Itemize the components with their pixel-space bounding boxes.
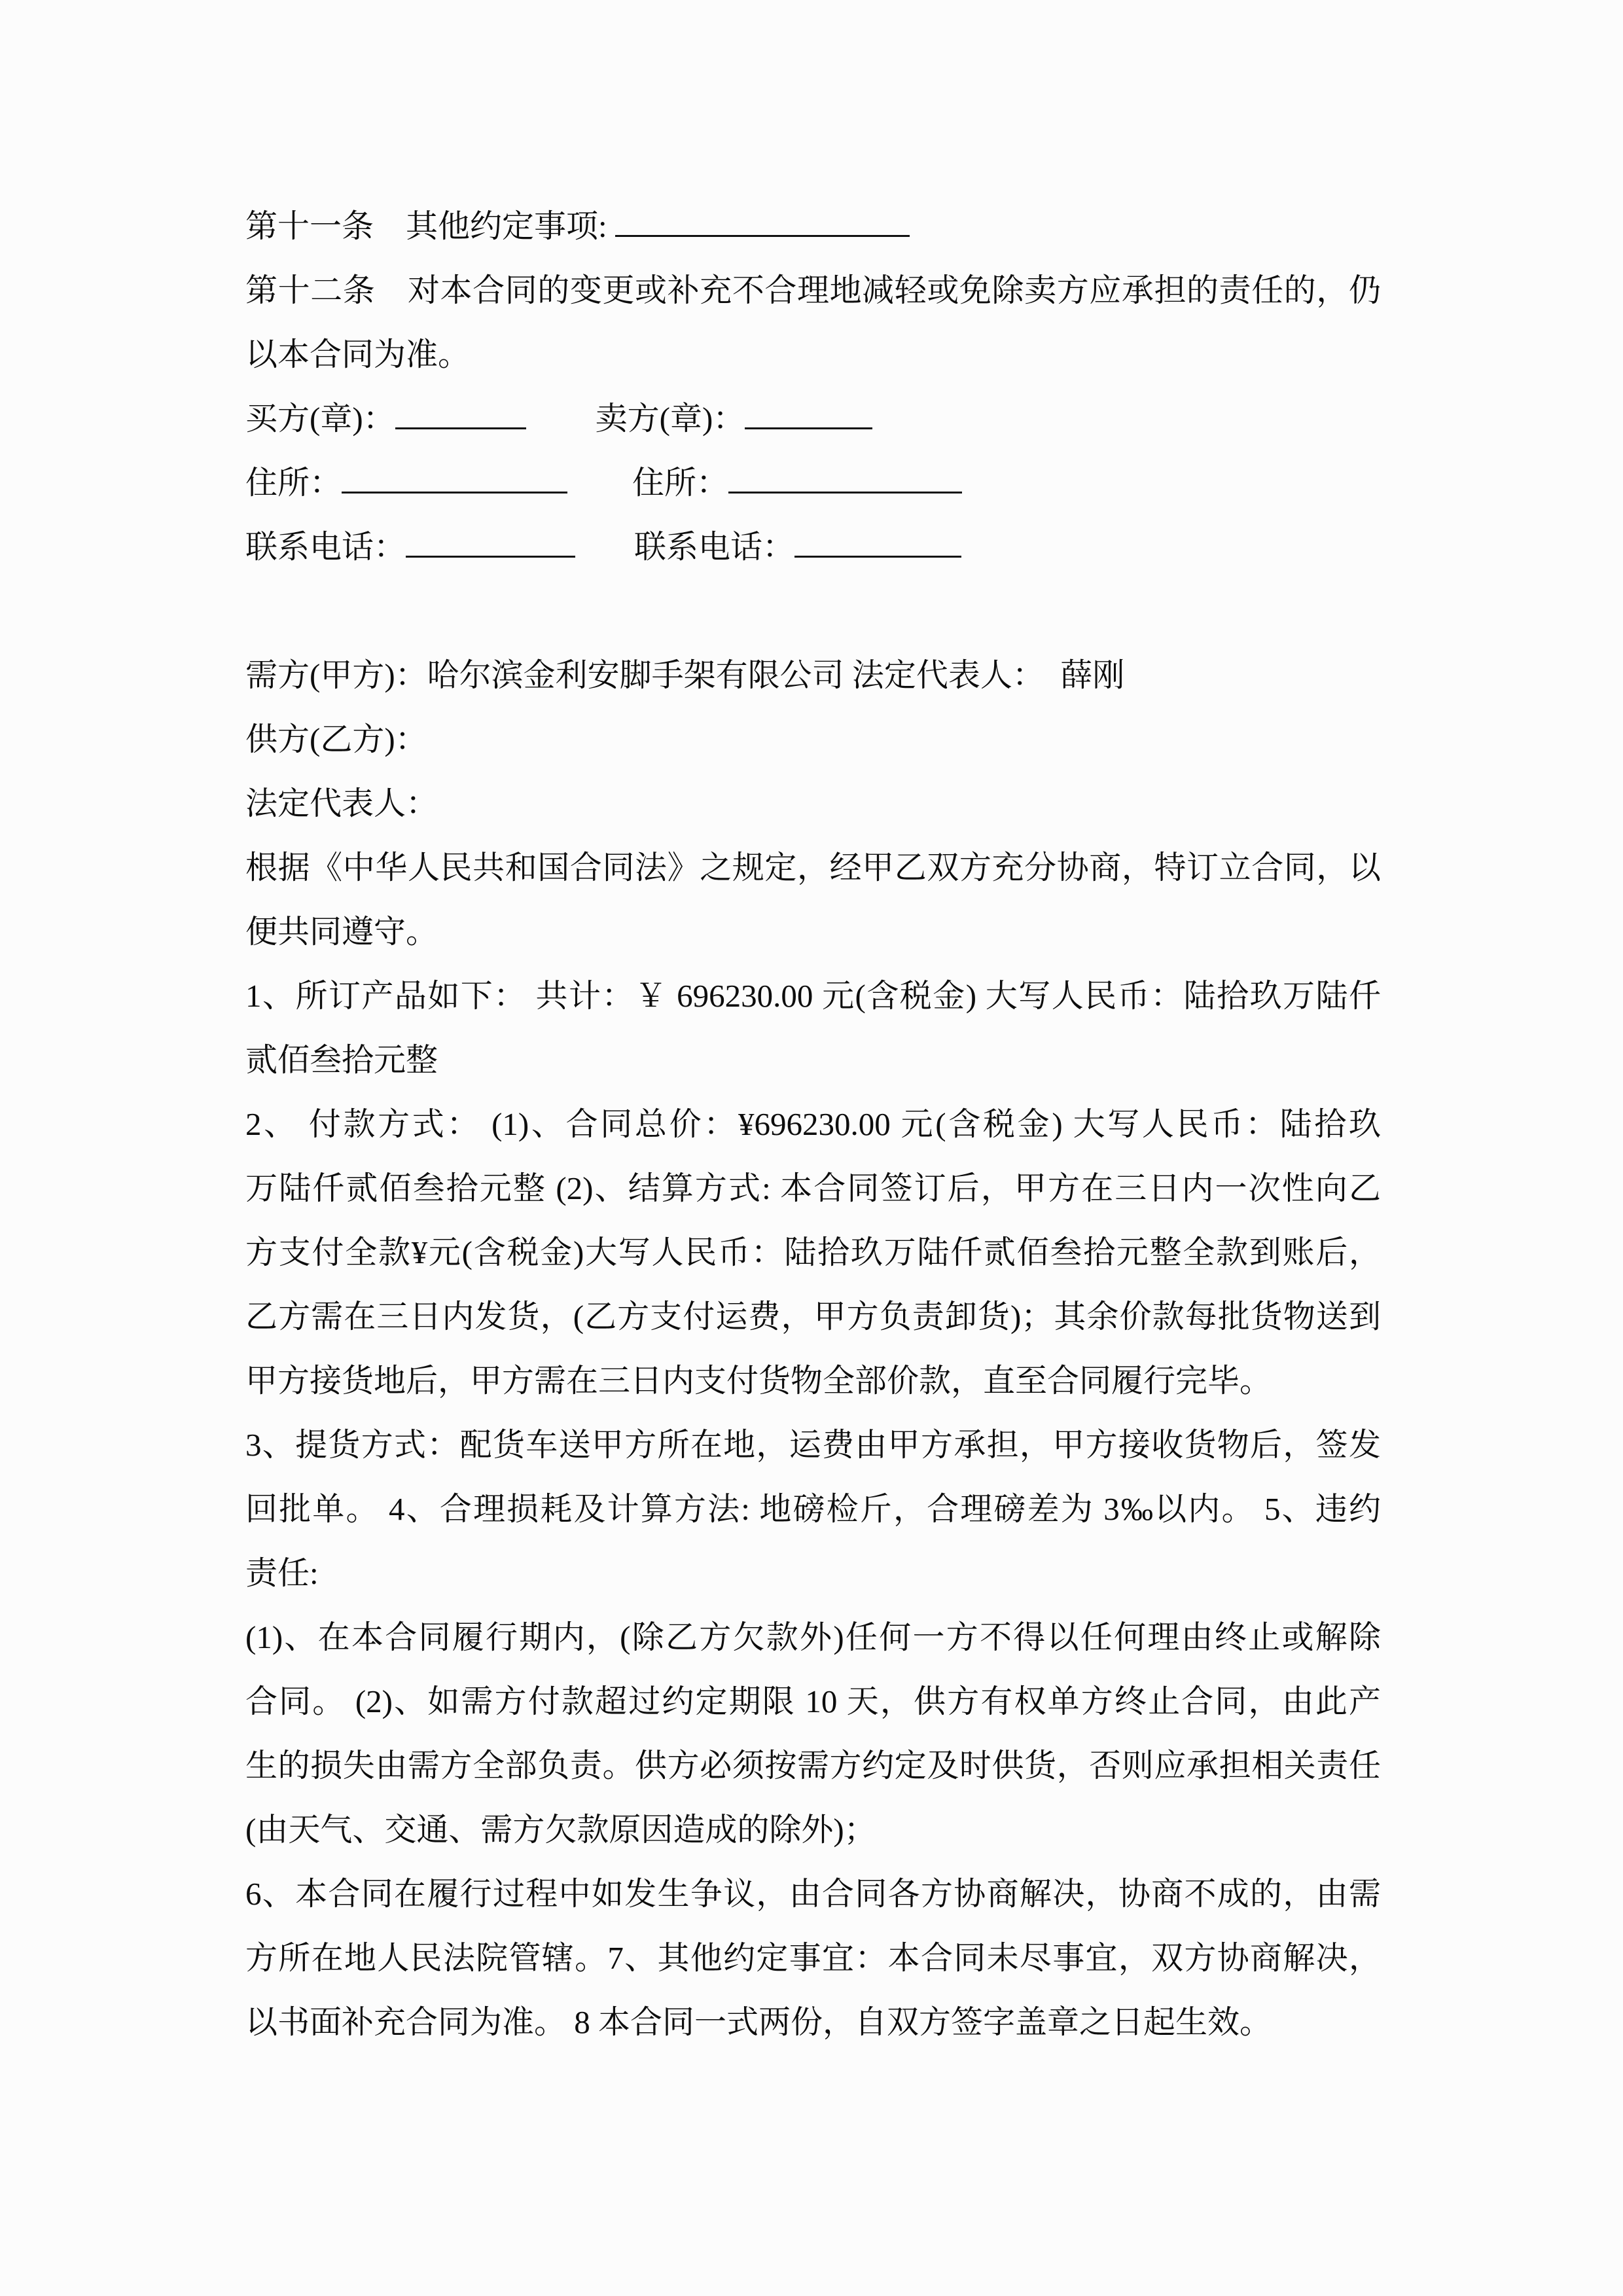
text-segment: 以书面补充合同为准。 8 本合同一式两份，自双方签字盖章之日起生效。 — [245, 2004, 1272, 2040]
text-segment: 供方(乙方)： — [245, 721, 427, 757]
text-segment: (1)、在本合同履行期内，(除乙方欠款外)任何一方不得以任何理由终止或解除 — [245, 1619, 1381, 1655]
preamble-line-2 — [245, 900, 1381, 964]
fill-in-blank-underline — [406, 529, 575, 558]
text-segment: 回批单。 4、合理损耗及计算方法: 地磅检斤，合理磅差为 3‰以内。 5、违约 — [245, 1491, 1381, 1527]
preamble-line-1 — [245, 836, 1381, 900]
fill-in-blank-underline — [745, 401, 872, 429]
item-7-8-line-3 — [245, 1990, 1381, 2054]
text-segment: 贰佰叁拾元整 — [245, 1042, 438, 1078]
text-segment: 联系电话： — [634, 529, 795, 565]
item-6-7-line-2 — [245, 1926, 1381, 1990]
breach-sub-2-line-4 — [245, 1798, 1381, 1862]
item-3-delivery-line-1 — [245, 1413, 1381, 1477]
phone-line — [245, 515, 1381, 579]
fill-in-blank-underline — [794, 529, 961, 558]
text-segment: 责任: — [245, 1555, 319, 1591]
text-segment: 第十一条 其他约定事项: — [245, 208, 615, 244]
clause-12-line-1 — [245, 259, 1381, 323]
text-segment: 1、所订产品如下： 共计：￥ 696230.00 元(含税金) 大写人民币：陆拾玖万陆仟 — [245, 978, 1381, 1014]
contract-body — [245, 194, 1381, 2054]
seal-line-buyer-seller — [245, 387, 1381, 451]
text-segment: 便共同遵守。 — [245, 914, 438, 950]
item-5-breach-line-3 — [245, 1541, 1381, 1605]
legal-rep-line — [245, 772, 1381, 836]
text-segment: 甲方接货地后，甲方需在三日内支付货物全部价款，直至合同履行完毕。 — [245, 1363, 1272, 1399]
fill-in-blank-underline — [728, 465, 962, 493]
text-segment: (由天气、交通、需方欠款原因造成的除外)； — [245, 1812, 876, 1848]
text-segment: 万陆仟贰佰叁拾元整 (2)、结算方式: 本合同签订后，甲方在三日内一次性向乙 — [245, 1170, 1381, 1206]
column-gap — [575, 557, 634, 558]
text-segment: 联系电话： — [245, 529, 406, 565]
item-2-payment-line-1 — [245, 1092, 1381, 1157]
text-segment: 方所在地人民法院管辖。7、其他约定事宜：本合同未尽事宜，双方协商解决， — [245, 1940, 1381, 1976]
fill-in-blank-underline — [342, 465, 567, 493]
text-segment: 买方(章)： — [245, 401, 395, 437]
text-segment: 2、 付款方式： (1)、合同总价：¥696230.00 元(含税金) 大写人民币：陆拾玖 — [245, 1106, 1381, 1142]
text-segment: 卖方(章)： — [595, 401, 745, 437]
text-segment: 住所： — [245, 465, 342, 501]
text-segment: 住所： — [632, 465, 729, 501]
text-segment: 根据《中华人民共和国合同法》之规定，经甲乙双方充分协商，特订立合同，以 — [245, 850, 1381, 886]
spacer-line — [245, 579, 1381, 643]
breach-sub-2-line-3 — [245, 1734, 1381, 1798]
item-2-payment-line-4 — [245, 1285, 1381, 1349]
party-b-line — [245, 708, 1381, 772]
text-segment: 需方(甲方)：哈尔滨金利安脚手架有限公司 法定代表人： 薛刚 — [245, 657, 1125, 693]
item-1-products-line-2 — [245, 1028, 1381, 1092]
item-2-payment-line-5 — [245, 1349, 1381, 1413]
text-segment: 法定代表人： — [245, 785, 438, 821]
text-segment: 方支付全款¥元(含税金)大写人民币：陆拾玖万陆仟贰佰叁拾元整全款到账后， — [245, 1234, 1381, 1270]
breach-sub-1-line-1 — [245, 1605, 1381, 1670]
clause-12-line-2 — [245, 323, 1381, 387]
fill-in-blank-underline — [615, 208, 910, 237]
address-line — [245, 451, 1381, 515]
item-6-dispute-line-1 — [245, 1862, 1381, 1926]
text-segment: 3、提货方式：配货车送甲方所在地，运费由甲方承担，甲方接收货物后，签发 — [245, 1427, 1381, 1463]
text-segment: 第十二条 对本合同的变更或补充不合理地减轻或免除卖方应承担的责任的，仍 — [245, 272, 1381, 308]
item-3-4-5-line-2 — [245, 1477, 1381, 1541]
text-segment: 以本合同为准。 — [245, 336, 471, 372]
text-segment: 生的损失由需方全部负责。供方必须按需方约定及时供货，否则应承担相关责任 — [245, 1748, 1381, 1784]
fill-in-blank-underline — [395, 401, 526, 429]
text-segment: 乙方需在三日内发货，(乙方支付运费，甲方负责卸货)；其余价款每批货物送到 — [245, 1299, 1381, 1335]
party-a-line — [245, 643, 1381, 708]
clause-11-other-matters — [245, 194, 1381, 259]
breach-sub-2-line-2 — [245, 1670, 1381, 1734]
text-segment: 合同。 (2)、如需方付款超过约定期限 10 天，供方有权单方终止合同，由此产 — [245, 1683, 1381, 1719]
item-1-products-line-1 — [245, 964, 1381, 1028]
item-2-payment-line-3 — [245, 1221, 1381, 1285]
text-segment: 6、本合同在履行过程中如发生争议，由合同各方协商解决，协商不成的，由需 — [245, 1876, 1381, 1912]
item-2-payment-line-2 — [245, 1157, 1381, 1221]
